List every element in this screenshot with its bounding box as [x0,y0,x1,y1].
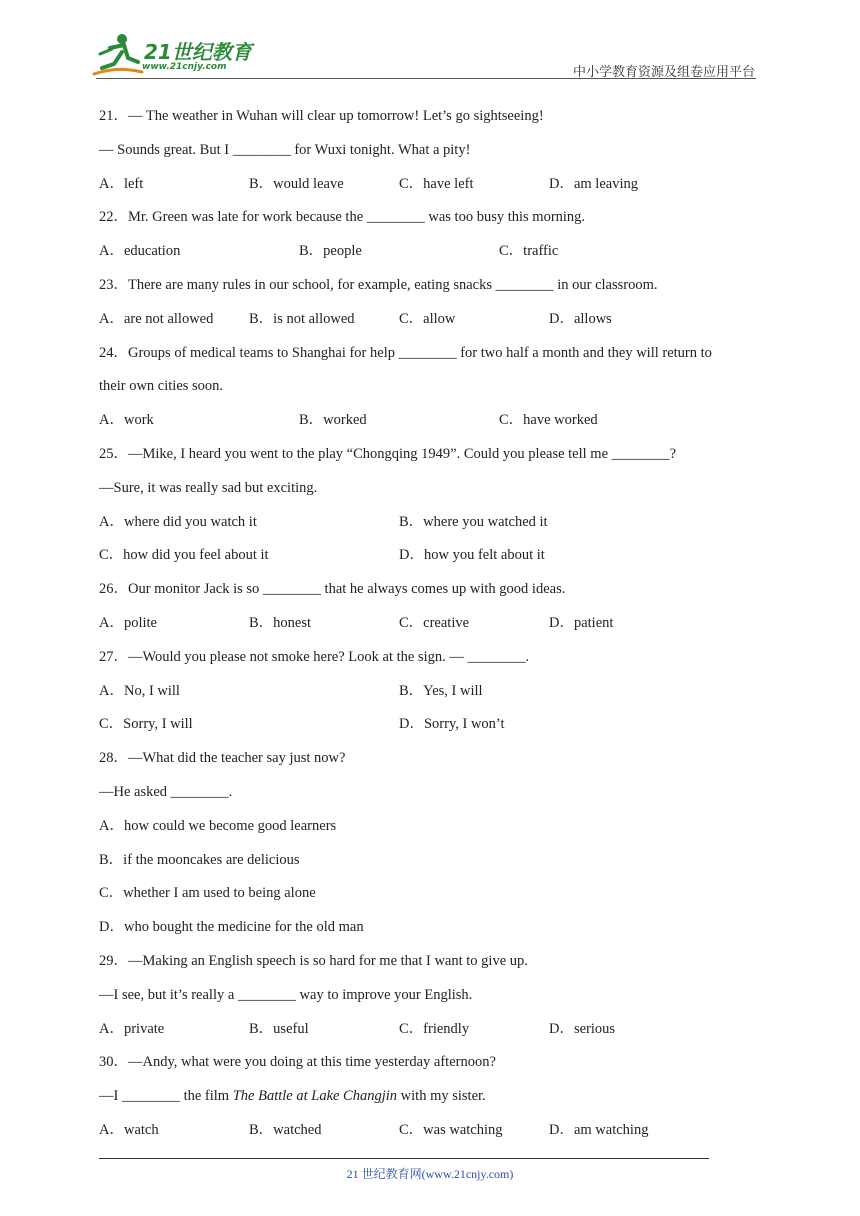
options-row [99,543,759,577]
option-a[interactable]: A．are not allowed [99,310,214,327]
option-b[interactable]: B．where you watched it [399,513,548,530]
option-b[interactable]: B．would leave [249,175,344,192]
question-27 [99,645,759,746]
question-25 [99,442,759,577]
option-c[interactable]: C．allow [399,310,456,327]
option-c[interactable]: C．how did you feel about it [99,547,269,564]
option-b[interactable]: B．Yes, I will [399,682,483,699]
options-row [99,510,759,544]
question-stem: 24．Groups of medical teams to Shanghai for help ________ for two half a month and they will return to [99,344,712,361]
option-a[interactable]: A．private [99,1020,165,1037]
options-row [99,408,759,442]
options-row [99,172,759,206]
option-d[interactable]: D．serious [549,1020,616,1037]
question-stem: 28．—What did the teacher say just now? [99,750,346,767]
option-d[interactable]: D．am watching [549,1121,649,1138]
question-stem-continued: their own cities soon. [99,378,224,395]
option-c[interactable]: C．whether I am used to being alone [99,885,316,902]
header-divider [96,78,756,79]
options-row [99,1118,759,1152]
option-c[interactable]: C．creative [399,614,470,631]
running-figure-logo-icon [92,32,144,78]
options-row [99,307,759,341]
options-row [99,611,759,645]
question-29 [99,949,759,1050]
option-a[interactable]: A．where did you watch it [99,513,257,530]
question-24 [99,341,759,442]
question-reply: — Sounds great. But I ________ for Wuxi tonight. What a pity! [99,141,471,158]
options-row [99,679,759,713]
option-a[interactable]: A．polite [99,614,157,631]
question-stem: 29．—Making an English speech is so hard for me that I want to give up. [99,952,528,969]
question-reply: —He asked ________. [99,783,233,800]
option-b[interactable]: B．useful [249,1020,309,1037]
question-21 [99,104,759,205]
option-d[interactable]: D．how you felt about it [399,547,545,564]
option-d[interactable]: D．who bought the medicine for the old man [99,919,364,936]
question-26 [99,577,759,645]
option-c[interactable]: C．have worked [499,412,598,429]
question-22 [99,205,759,273]
option-d[interactable]: D．Sorry, I won’t [399,716,505,733]
footer-text[interactable]: 21 世纪教育网(www.21cnjy.com) [346,1167,514,1181]
header-platform-text: 中小学教育资源及组卷应用平台 [572,65,755,80]
option-a[interactable]: A．watch [99,1121,159,1138]
option-a[interactable]: A．work [99,412,154,429]
options-row [99,712,759,746]
option-c[interactable]: C．friendly [399,1020,470,1037]
logo-text: 21世纪教育 [144,40,252,64]
question-23 [99,273,759,341]
reply-after: with my sister. [397,1088,486,1105]
question-reply: —I see, but it’s really a ________ way to improve your English. [99,986,473,1003]
option-a[interactable]: A．No, I will [99,682,180,699]
question-28 [99,746,759,949]
question-stem: 23．There are many rules in our school, for example, eating snacks ________ in our classroom. [99,276,658,293]
footer-divider [99,1158,709,1159]
option-c[interactable]: C．Sorry, I will [99,716,193,733]
question-stem: 30．—Andy, what were you doing at this time yesterday afternoon? [99,1054,496,1071]
question-stem: 21．— The weather in Wuhan will clear up tomorrow! Let’s go sightseeing! [99,108,544,124]
question-stem: 27．—Would you please not smoke here? Look at the sign. — ________. [99,648,530,665]
reply-before: —I ________ the film [99,1088,233,1105]
page-header [0,0,860,80]
option-b[interactable]: B．worked [299,412,367,429]
option-b[interactable]: B．if the mooncakes are delicious [99,851,300,868]
options-row [99,1017,759,1051]
option-b[interactable]: B．honest [249,614,312,631]
question-reply [99,1084,759,1118]
option-c[interactable]: C．traffic [499,243,559,260]
option-d[interactable]: D．allows [549,310,612,327]
option-b[interactable]: B．people [299,243,362,260]
question-stem: 26．Our monitor Jack is so ________ that he always comes up with good ideas. [99,581,566,598]
option-a[interactable]: A．education [99,243,181,260]
logo-url: www.21cnjy.com [142,62,227,72]
option-d[interactable]: D．am leaving [549,175,638,192]
option-c[interactable]: C．was watching [399,1121,503,1138]
option-c[interactable]: C．have left [399,175,474,192]
question-list [99,104,759,1152]
question-stem: 22．Mr. Green was late for work because the ________ was too busy this morning. [99,209,586,226]
option-a[interactable]: A．left [99,175,144,192]
option-b[interactable]: B．watched [249,1121,322,1138]
options-row [99,239,759,273]
question-30 [99,1050,759,1151]
option-d[interactable]: D．patient [549,614,614,631]
question-reply: —Sure, it was really sad but exciting. [99,479,318,496]
question-stem: 25．—Mike, I heard you went to the play “Chongqing 1949”. Could you please tell me ________? [99,445,677,462]
film-title: The Battle at Lake Changjin [232,1088,398,1105]
option-a[interactable]: A．how could we become good learners [99,817,337,834]
option-b[interactable]: B．is not allowed [249,310,355,327]
site-logo[interactable] [92,32,262,78]
